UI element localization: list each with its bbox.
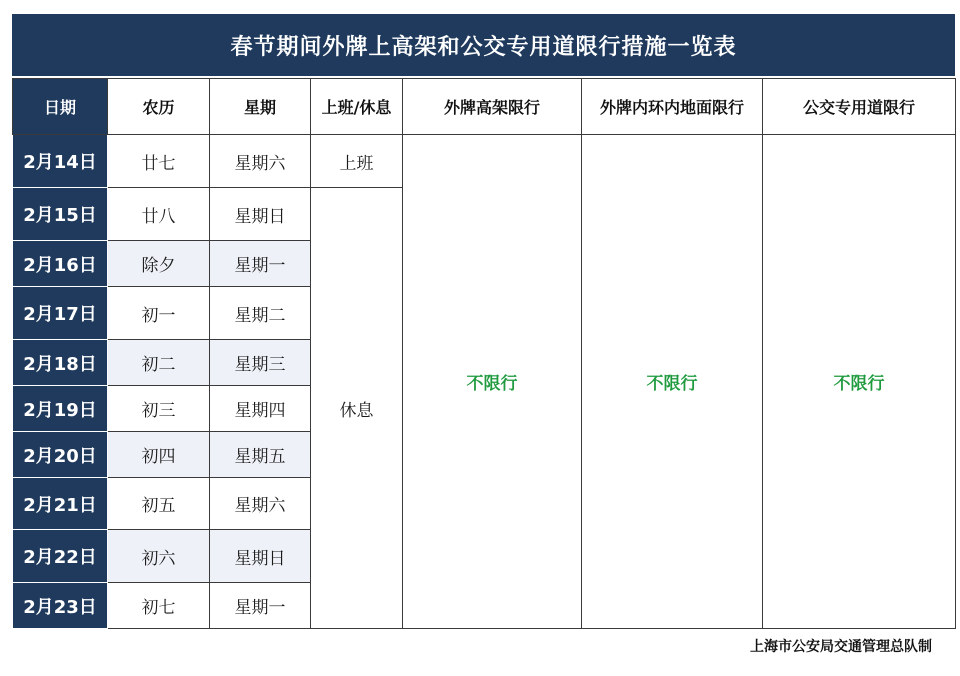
date-cell: 2月23日 (13, 583, 108, 629)
date-cell: 2月18日 (13, 340, 108, 386)
lunar-cell: 初三 (108, 386, 210, 432)
inner-ring-restriction: 不限行 (582, 135, 763, 629)
header-work: 上班/休息 (311, 79, 403, 135)
date-cell: 2月21日 (13, 478, 108, 530)
weekday-cell: 星期一 (210, 241, 311, 287)
weekday-cell: 星期六 (210, 478, 311, 530)
date-cell: 2月20日 (13, 432, 108, 478)
date-cell: 2月22日 (13, 530, 108, 583)
header-bus-lane: 公交专用道限行 (763, 79, 956, 135)
header-lunar: 农历 (108, 79, 210, 135)
lunar-cell: 初五 (108, 478, 210, 530)
lunar-cell: 初二 (108, 340, 210, 386)
weekday-cell: 星期一 (210, 583, 311, 629)
date-cell: 2月19日 (13, 386, 108, 432)
lunar-cell: 初四 (108, 432, 210, 478)
date-cell: 2月15日 (13, 188, 108, 241)
weekday-cell: 星期日 (210, 188, 311, 241)
table-title: 春节期间外牌上高架和公交专用道限行措施一览表 (12, 14, 955, 76)
lunar-cell: 廿八 (108, 188, 210, 241)
weekday-cell: 星期六 (210, 135, 311, 188)
lunar-cell: 除夕 (108, 241, 210, 287)
header-date: 日期 (13, 79, 108, 135)
date-cell: 2月14日 (13, 135, 108, 188)
lunar-cell: 初六 (108, 530, 210, 583)
work-cell: 上班 (311, 135, 403, 188)
elevated-restriction: 不限行 (403, 135, 582, 629)
lunar-cell: 初七 (108, 583, 210, 629)
date-cell: 2月17日 (13, 287, 108, 340)
header-inner-ring: 外牌内环内地面限行 (582, 79, 763, 135)
lunar-cell: 初一 (108, 287, 210, 340)
table-row (13, 135, 956, 188)
weekday-cell: 星期二 (210, 287, 311, 340)
lunar-cell: 廿七 (108, 135, 210, 188)
header-elevated: 外牌高架限行 (403, 79, 582, 135)
rest-cell: 休息 (311, 188, 403, 629)
weekday-cell: 星期五 (210, 432, 311, 478)
restriction-table (12, 78, 956, 629)
weekday-cell: 星期日 (210, 530, 311, 583)
date-cell: 2月16日 (13, 241, 108, 287)
header-weekday: 星期 (210, 79, 311, 135)
weekday-cell: 星期三 (210, 340, 311, 386)
issuer-note: 上海市公安局交通管理总队制 (750, 639, 932, 655)
bus-lane-restriction: 不限行 (763, 135, 956, 629)
header-row (13, 79, 956, 135)
weekday-cell: 星期四 (210, 386, 311, 432)
